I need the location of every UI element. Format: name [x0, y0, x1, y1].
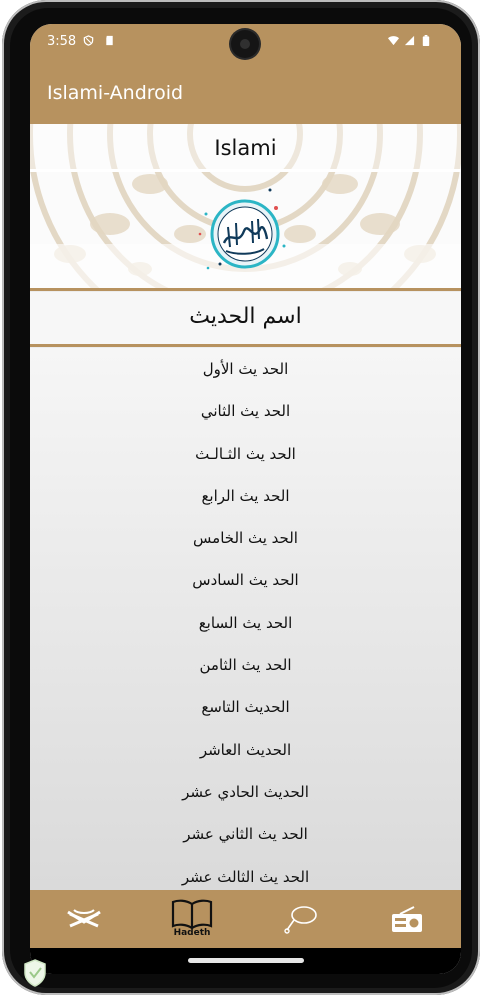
- bottom-navigation: [30, 890, 461, 948]
- shield-icon: [83, 35, 94, 46]
- app-title: Islami-Android: [47, 82, 184, 104]
- header-title: Islami: [214, 136, 277, 160]
- screen: [30, 24, 461, 974]
- hadeth-book-icon: [170, 898, 214, 930]
- header-banner: [30, 124, 461, 289]
- status-bar: [30, 24, 461, 62]
- quran-icon: [66, 908, 102, 930]
- status-time: 3:58: [47, 34, 77, 49]
- list-item-hadeth-9[interactable]: الحديث التاسع: [201, 698, 290, 717]
- header-divider-bottom: [30, 344, 461, 347]
- wifi-icon: [387, 35, 400, 46]
- home-gesture-handle[interactable]: [188, 958, 304, 963]
- list-item-hadeth-2[interactable]: الحد يث الثاني: [200, 402, 291, 421]
- list-item-hadeth-7[interactable]: الحد يث السابع: [198, 613, 293, 632]
- list-item-hadeth-10[interactable]: الحديث العاشر: [199, 740, 292, 759]
- front-camera: [231, 30, 259, 58]
- list-item-hadeth-8[interactable]: الحد يث الثامن: [199, 656, 292, 675]
- list-item-hadeth-3[interactable]: الحد يث الثـالـث: [195, 444, 296, 463]
- list-item-hadeth-5[interactable]: الحد يث الخامس: [193, 529, 298, 548]
- sd-card-icon: [104, 35, 115, 46]
- radio-icon: [390, 906, 424, 934]
- battery-icon: [422, 35, 430, 46]
- nav-label-hadeth: Hadeth: [173, 928, 211, 938]
- list-item-hadeth-13[interactable]: الحد يث الثالث عشر: [181, 867, 310, 886]
- app-toolbar: [30, 62, 461, 124]
- hadeth-list: [30, 348, 461, 890]
- nav-item-quran[interactable]: [30, 890, 138, 948]
- list-header: [30, 292, 461, 344]
- list-item-hadeth-6[interactable]: الحد يث السادس: [192, 571, 299, 590]
- header-divider-top: [30, 288, 461, 291]
- list-item-hadeth-11[interactable]: الحديث الحادي عشر: [182, 782, 309, 801]
- hadeth-name-heading: اسم الحديث: [189, 304, 302, 329]
- nav-item-sebha[interactable]: [246, 890, 354, 948]
- sebha-icon: [284, 904, 318, 934]
- list-item-hadeth-4[interactable]: الحد يث الرابع: [201, 486, 290, 505]
- nav-item-radio[interactable]: [354, 890, 461, 948]
- gesture-navigation-bar: [30, 948, 461, 974]
- list-item-hadeth-1[interactable]: الحد يث الأول: [202, 360, 289, 378]
- cellular-signal-icon: [404, 35, 415, 46]
- confetti-dots: [30, 124, 461, 289]
- watermark-shield-icon: [22, 958, 48, 988]
- nav-item-hadeth[interactable]: [138, 890, 246, 948]
- list-item-hadeth-12[interactable]: الحد يث الثاني عشر: [183, 825, 308, 844]
